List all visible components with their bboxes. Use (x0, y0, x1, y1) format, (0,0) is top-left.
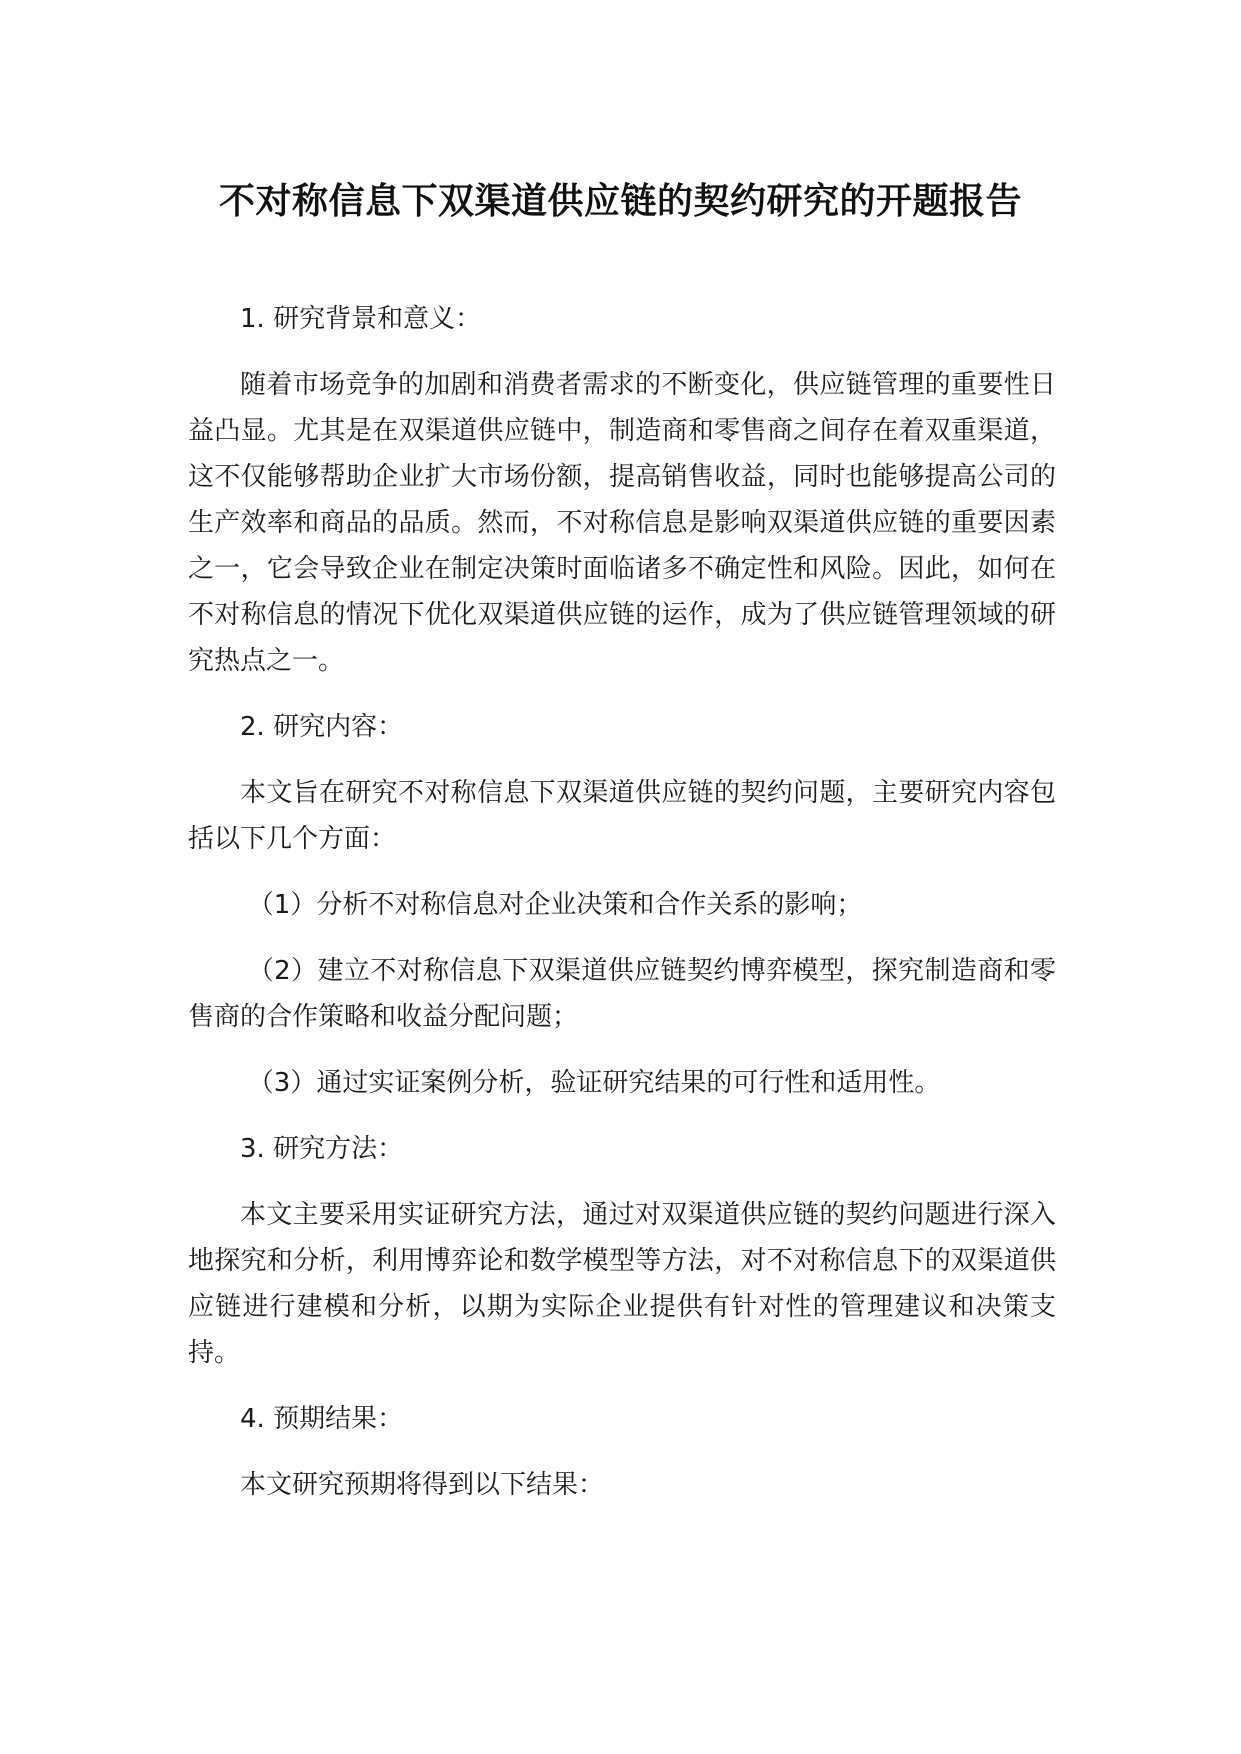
section-heading-background: 1. 研究背景和意义： (240, 304, 482, 334)
document-body (188, 296, 1056, 1528)
paragraph-content-intro: 本文旨在研究不对称信息下双渠道供应链的契约问题，主要研究内容包括以下几个方面： (188, 778, 1056, 854)
section-heading-content: 2. 研究内容： (240, 712, 404, 742)
section-heading-results: 4. 预期结果： (240, 1404, 404, 1434)
paragraph-methods: 本文主要采用实证研究方法，通过对双渠道供应链的契约问题进行深入地探究和分析，利用博弈论和数学模型等方法，对不对称信息下的双渠道供应链进行建模和分析，以期为实际企业提供有针对性的管理建议和决策支持。 (188, 1200, 1056, 1368)
list-item-1: （1）分析不对称信息对企业决策和合作关系的影响； (247, 890, 863, 920)
document-title: 不对称信息下双渠道供应链的契约研究的开题报告 (218, 181, 1022, 222)
paragraph-background: 随着市场竞争的加剧和消费者需求的不断变化，供应链管理的重要性日益凸显。尤其是在双渠道供应链中，制造商和零售商之间存在着双重渠道，这不仅能够帮助企业扩大市场份额，提高销售收益，同时也能够提高公司的生产效率和商品的品质。然而，不对称信息是影响双渠道供应链的重要因素之一，它会导致企业在制定决策时面临诸多不确定性和风险。因此，如何在不对称信息的情况下优化双渠道供应链的运作，成为了供应链管理领域的研究热点之一。 (188, 370, 1056, 676)
paragraph-results-intro: 本文研究预期将得到以下结果： (240, 1470, 605, 1500)
list-item-2: （2）建立不对称信息下双渠道供应链契约博弈模型，探究制造商和零售商的合作策略和收益分配问题； (188, 956, 1056, 1032)
section-heading-methods: 3. 研究方法： (240, 1134, 404, 1164)
list-item-3: （3）通过实证案例分析，验证研究结果的可行性和适用性。 (247, 1068, 941, 1098)
